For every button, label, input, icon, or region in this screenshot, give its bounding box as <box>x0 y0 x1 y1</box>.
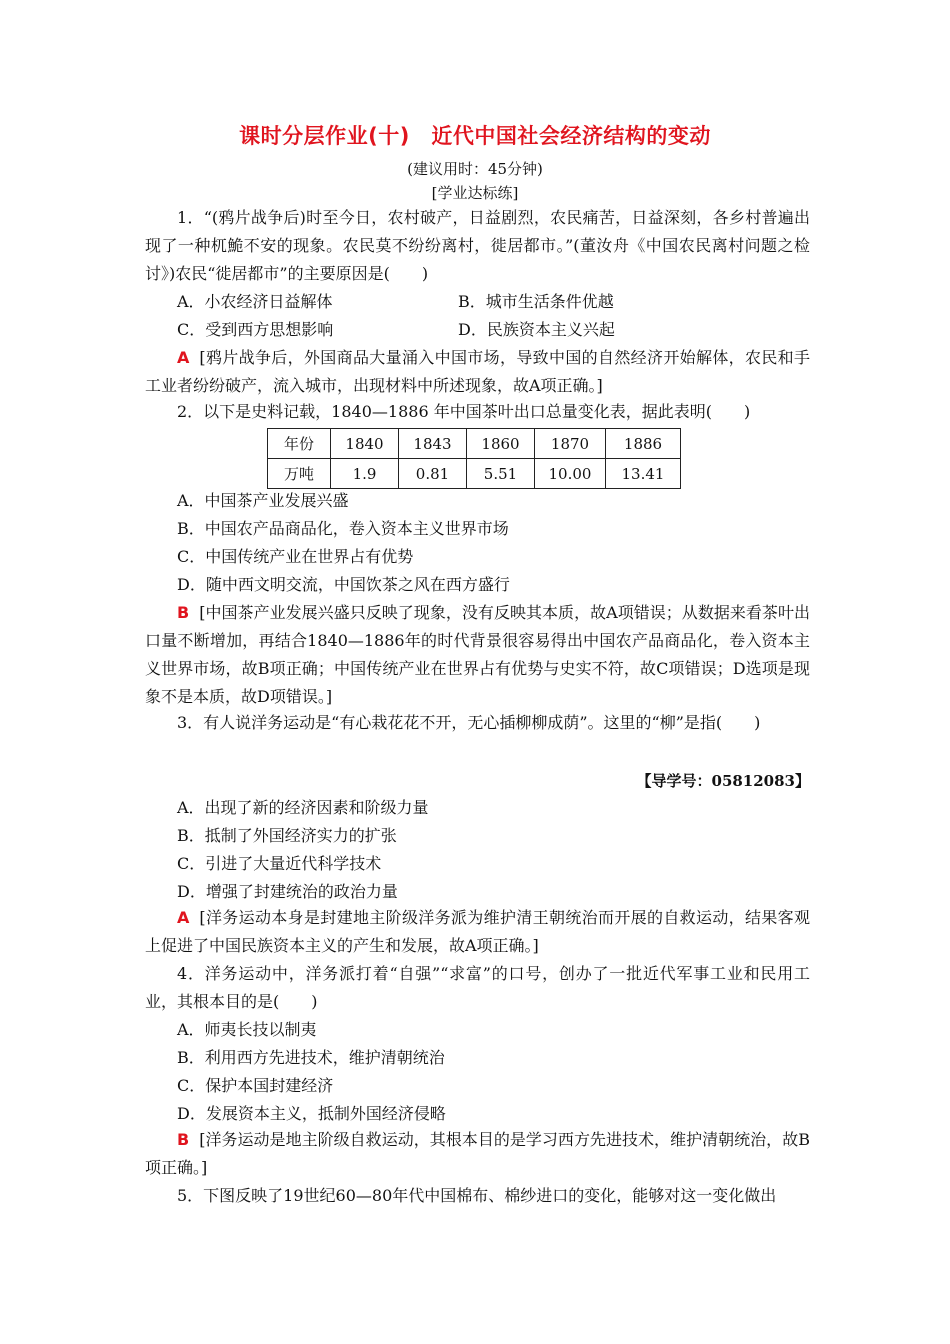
table-cell: 5.51 <box>467 459 535 489</box>
section-label: [学业达标练] <box>431 184 519 202</box>
q3-stem: 3．有人说洋务运动是“有心栽花花不开，无心插柳柳成荫”。这里的“柳”是指( ) <box>177 713 761 732</box>
q1-option-d: D．民族资本主义兴起 <box>458 320 615 339</box>
q2-answer-block <box>145 599 810 711</box>
q1-answer-block <box>145 344 810 400</box>
q2-option-d: D．随中西文明交流，中国饮茶之风在西方盛行 <box>177 575 510 594</box>
q2-option-a: A．中国茶产业发展兴盛 <box>177 491 349 510</box>
q4-option-b: B．利用西方先进技术，维护清朝统治 <box>177 1048 445 1067</box>
q1-option-a: A．小农经济日益解体 <box>177 292 333 311</box>
q1-answer: A <box>177 348 190 367</box>
table-cell: 1840 <box>331 429 399 459</box>
q2-stem: 2．以下是史料记载，1840—1886 年中国茶叶出口总量变化表，据此表明( ) <box>177 402 751 421</box>
page-title: 课时分层作业(十) 近代中国社会经济结构的变动 <box>239 124 711 148</box>
q4-explanation: [洋务运动是地主阶级自救运动，其根本目的是学习西方先进技术，维护清朝统治，故B项正确。] <box>145 1130 810 1177</box>
table-row-label: 年份 <box>268 429 331 459</box>
q4-option-c: C．保护本国封建经济 <box>177 1076 334 1095</box>
q4-answer-block <box>145 1126 810 1182</box>
q1-option-c: C．受到西方思想影响 <box>177 320 334 339</box>
table-cell: 13.41 <box>606 459 681 489</box>
table-cell: 1843 <box>399 429 467 459</box>
q2-option-b: B．中国农产品商品化，卷入资本主义世界市场 <box>177 519 509 538</box>
q1-stem: 1．“(鸦片战争后)时至今日，农村破产，日益剧烈，农民痛苦，日益深刻，各乡村普遍出现了一种杌鮠不安的现象。农民莫不纷纷离村，徙居都市。”(董汝舟《中国农民离村问题之检讨》)农民“徙居都市”的主要原因是( ) <box>145 208 810 283</box>
q3-option-a: A．出现了新的经济因素和阶级力量 <box>177 798 429 817</box>
table-cell: 1860 <box>467 429 535 459</box>
q3-option-c: C．引进了大量近代科学技术 <box>177 854 382 873</box>
q1-option-b: B．城市生活条件优越 <box>458 292 614 311</box>
q4-stem: 4．洋务运动中，洋务派打着“自强”“求富”的口号，创办了一批近代军事工业和民用工业，其根本目的是( ) <box>145 964 810 1011</box>
table-row <box>268 459 681 489</box>
table-row <box>268 429 681 459</box>
q4-answer: B <box>177 1130 190 1149</box>
q4-option-d: D．发展资本主义，抵制外国经济侵略 <box>177 1104 446 1123</box>
q2-answer: B <box>177 603 190 622</box>
table-cell: 10.00 <box>535 459 606 489</box>
q2-option-c: C．中国传统产业在世界占有优势 <box>177 547 414 566</box>
q3-explanation: [洋务运动本身是封建地主阶级洋务派为维护清王朝统治而开展的自救运动，结果客观上促进了中国民族资本主义的产生和发展，故A项正确。] <box>145 908 810 955</box>
q4-option-a: A．师夷长技以制夷 <box>177 1020 317 1039</box>
q3-option-d: D．增强了封建统治的政治力量 <box>177 882 398 901</box>
q3-option-b: B．抵制了外国经济实力的扩张 <box>177 826 397 845</box>
q3-answer-block <box>145 904 810 960</box>
tea-export-table <box>267 428 681 489</box>
guide-number: 【导学号：05812083】 <box>636 772 810 790</box>
table-cell: 0.81 <box>399 459 467 489</box>
q2-explanation: [中国茶产业发展兴盛只反映了现象，没有反映其本质，故A项错误；从数据来看茶叶出口量不断增加，再结合1840—1886年的时代背景很容易得出中国农产品商品化，卷入资本主义世界市场，故B项正确；中国传统产业在世界占有优势与史实不符，故C项错误；D选项是现象不是本质，故D项错误。] <box>145 603 810 706</box>
table-cell: 1.9 <box>331 459 399 489</box>
q1-explanation: [鸦片战争后，外国商品大量涌入中国市场，导致中国的自然经济开始解体，农民和手工业者纷纷破产，流入城市，出现材料中所述现象，故A项正确。] <box>145 348 810 395</box>
time-note: (建议用时：45分钟) <box>407 160 543 178</box>
table-cell: 1870 <box>535 429 606 459</box>
table-row-label: 万吨 <box>268 459 331 489</box>
q5-stem: 5．下图反映了19世纪60—80年代中国棉布、棉纱进口的变化，能够对这一变化做出 <box>177 1186 777 1205</box>
q3-answer: A <box>177 908 190 927</box>
table-cell: 1886 <box>606 429 681 459</box>
